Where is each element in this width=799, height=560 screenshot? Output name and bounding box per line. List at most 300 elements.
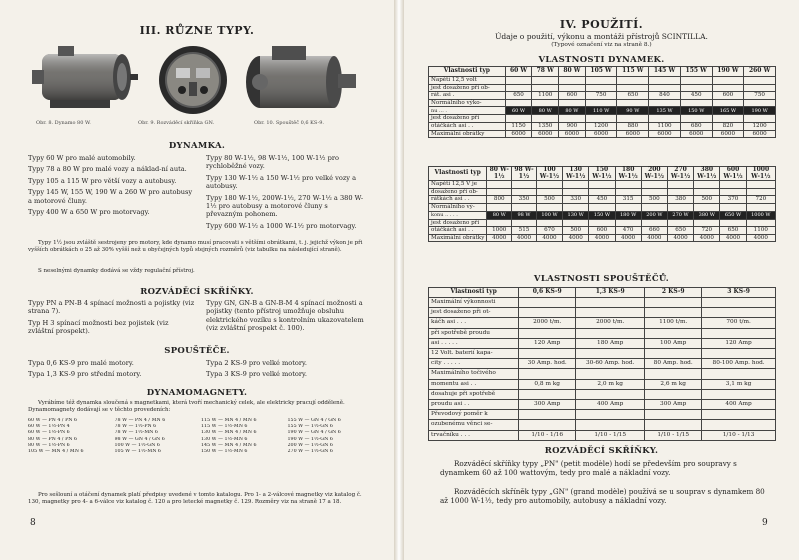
- variant-item: 105 W — MN 4 / MN 6: [28, 449, 84, 455]
- footer-note: Pro sešlouní a otáčení dynamek platí předpisy uvedené v tomto katalogu. Pro 1- a 2-válcové magnetky viz katalog č. 130, magnetky pro 4- a 6-válce viz katalog č. 120 a pro letecké magnetky č. 129. Rozměry viz na straně 17 a 18.: [28, 492, 362, 505]
- dynamomagnety-heading: DYNAMOMAGNETY.: [146, 388, 248, 398]
- header-cell-property: Vlastnosti typ: [429, 288, 519, 298]
- table-cell: 1/10 - 1/16: [519, 430, 576, 440]
- table-cell: [712, 77, 744, 85]
- table-cell: [617, 77, 649, 85]
- table-cell: 450: [680, 92, 712, 100]
- header-cell-type: 78 W: [532, 67, 559, 77]
- table-cell: 1100: [746, 227, 775, 235]
- page-number-right: 9: [762, 518, 768, 528]
- table-cell: 450: [589, 196, 615, 204]
- header-cell-type: 1000 W-1½: [746, 167, 775, 181]
- table-cell: 1/10 - 1/15: [645, 430, 702, 440]
- dynamo-table-high-speed: [428, 166, 776, 242]
- header-cell-type: 260 W: [744, 67, 776, 77]
- row-label: dosaženo při ob-: [429, 188, 487, 196]
- skrinky-list-right: [206, 299, 368, 333]
- table-cell: [694, 181, 720, 189]
- table-cell: [576, 298, 645, 308]
- row-label: Převodový poměr k: [429, 410, 519, 420]
- header-cell-type: 190 W: [712, 67, 744, 77]
- table-cell: [720, 181, 746, 189]
- variant-item: 190 W — 1½-GN 6: [287, 436, 333, 442]
- table-cell: 6000: [559, 130, 586, 138]
- table-row: [429, 234, 776, 242]
- table-cell: [680, 115, 712, 123]
- header-cell-type: 600 W-1½: [720, 167, 746, 181]
- table-cell: [744, 84, 776, 92]
- table-row: [429, 430, 776, 440]
- table-cell: [615, 219, 641, 227]
- table-cell: 4000: [615, 234, 641, 242]
- variant-item: 200 W — 1½-GN 6: [287, 442, 333, 448]
- table-cell: [563, 219, 589, 227]
- table-cell: [645, 369, 702, 379]
- row-label: Maximální obrátky: [429, 130, 506, 138]
- table-cell: 6000: [680, 130, 712, 138]
- header-cell-property: Vlastnosti typ: [429, 167, 487, 181]
- table-header-row: [429, 167, 776, 181]
- dynamka-item: Typy 600 W-1½ a 1000 W-1½ pro motorvagy.: [206, 221, 357, 230]
- table-cell: [712, 84, 744, 92]
- table-cell: 130 W: [563, 211, 589, 219]
- table-cell: 180 W: [615, 211, 641, 219]
- table-cell: 300 Amp: [645, 400, 702, 410]
- table-cell: 3,1 m kg: [702, 379, 776, 389]
- table-cell: [702, 328, 776, 338]
- dynamka-list-right: [206, 154, 366, 230]
- table-cell: [720, 188, 746, 196]
- table-cell: [615, 181, 641, 189]
- table-cell: [702, 410, 776, 420]
- table-cell: [559, 77, 586, 85]
- table-cell: [563, 203, 589, 211]
- table-cell: 600: [712, 92, 744, 100]
- header-cell-type: 270 W-1½: [667, 167, 693, 181]
- table-cell: 470: [615, 227, 641, 235]
- variant-item: 80 W — PN 4 / PN 6: [28, 436, 78, 442]
- table-cell: 6000: [712, 130, 744, 138]
- variant-item: 100 W — 1½-GN 6: [114, 442, 160, 448]
- row-label: Napětí 12,5 volt: [429, 77, 506, 85]
- variant-item: 130 W — 1½-MN 6: [201, 436, 248, 442]
- table-cell: 750: [744, 92, 776, 100]
- table-cell: 165 W: [712, 107, 744, 115]
- table-cell: [667, 181, 693, 189]
- table-cell: [645, 349, 702, 359]
- header-cell-property: Vlastnosti typ: [429, 67, 506, 77]
- table-cell: 720: [694, 227, 720, 235]
- header-cell-type: 0,6 KS-9: [519, 288, 576, 298]
- table-cell: [519, 328, 576, 338]
- table-cell: 270 W: [667, 211, 693, 219]
- dynamka-item: Typy 80 W-1½, 98 W-1½, 100 W-1½ pro rychloběžné vozy.: [206, 154, 339, 171]
- table-cell: [702, 308, 776, 318]
- table-cell: [694, 219, 720, 227]
- dynamka-item: Typy 130 W-1½ a 150 W-1½ pro velké vozy a autobusy.: [206, 173, 357, 191]
- table-cell: [615, 203, 641, 211]
- table-cell: 80 W: [487, 211, 512, 219]
- table-cell: [744, 99, 776, 107]
- row-label: Normálního vý-: [429, 203, 487, 211]
- usage-subtitle-note: (Typové označení viz na straně 8.): [551, 42, 652, 48]
- variant-item: 78 W — PN 4 / MN 6: [114, 418, 166, 423]
- variant-item: 270 W — 1½-GN 6: [287, 449, 333, 455]
- table-cell: 660: [641, 227, 667, 235]
- dynamomagnety-intro: Vyrábíme též dynamka sloučená s magnetkami, která tvoří mechanický celek, ale elektricky pracují odděleně. Dynamomagnety dodávají se v těchto provedeních:: [28, 400, 345, 413]
- table-cell: [585, 77, 617, 85]
- table-cell: 880: [617, 122, 649, 130]
- table-cell: [746, 181, 775, 189]
- table-cell: [680, 99, 712, 107]
- header-cell-type: 105 W: [585, 67, 617, 77]
- table-cell: [487, 219, 512, 227]
- table-cell: [563, 181, 589, 189]
- variant-item: 105 W — 1½-MN 6: [114, 449, 161, 455]
- variant-item: 80 W — 1½-PN 6: [28, 442, 70, 448]
- table-cell: [702, 298, 776, 308]
- table-cell: [744, 115, 776, 123]
- row-label: city . . . . .: [429, 359, 519, 369]
- table-row: [429, 115, 776, 123]
- skrinky-item: Typ H 3 spínací možnosti bez pojistek (viz zvláštní prospekt).: [28, 318, 169, 336]
- dynamka-list-left: [28, 154, 198, 216]
- table-cell: [536, 203, 562, 211]
- variant-item: 115 W — MN 4 / MN 6: [201, 418, 257, 423]
- table-cell: 800: [487, 196, 512, 204]
- table-cell: 750: [585, 92, 617, 100]
- table-cell: 650: [505, 92, 532, 100]
- table-cell: [519, 349, 576, 359]
- table-cell: 600: [559, 92, 586, 100]
- row-label: jest dosaženo při: [429, 115, 506, 123]
- table-cell: 1350: [532, 122, 559, 130]
- table-cell: [712, 99, 744, 107]
- table-cell: [589, 203, 615, 211]
- row-label: momentu asi . .: [429, 379, 519, 389]
- table-cell: 680: [680, 122, 712, 130]
- header-cell-type: 155 W: [680, 67, 712, 77]
- row-label: dosahuje při spotřebě: [429, 389, 519, 399]
- usage-subtitle: Údaje o použití, výkonu a montáži přístrojů SCINTILLA.: [495, 32, 708, 41]
- section-title-usage: IV. POUŽITÍ.: [559, 18, 644, 31]
- table-cell: [532, 84, 559, 92]
- row-label: ozubenému věnci se-: [429, 420, 519, 430]
- table-cell: [617, 99, 649, 107]
- variant-item: 60 W — 1½-PN 6: [28, 430, 70, 436]
- row-label: káčh asi . . .: [429, 318, 519, 328]
- table-cell: 110 W: [585, 107, 617, 115]
- table-cell: 120 Amp: [702, 338, 776, 348]
- table-cell: 6000: [532, 130, 559, 138]
- skrinky-item: Typy GN, GN-B a GN-B-M 4 spínací možnosti a pojistky (tento přístroj umožňuje obsluhu elektrického vozíku s kontrolním ukazovatelem (viz zvláštní prospekt č. 100).: [206, 299, 364, 333]
- dynamo-table-standard: [428, 66, 776, 138]
- table-cell: 1/10 - 1/13: [702, 430, 776, 440]
- table-cell: 4000: [512, 234, 537, 242]
- table-cell: 100 Amp: [645, 338, 702, 348]
- spoustece-item: Typa 0,6 KS-9 pro malé motory.: [28, 359, 134, 367]
- dynamo-photo: [28, 44, 140, 116]
- table-cell: [512, 181, 537, 189]
- table-header-row: [429, 288, 776, 298]
- table-cell: [519, 420, 576, 430]
- row-label: Maximálního točivého: [429, 369, 519, 379]
- table-cell: [589, 181, 615, 189]
- table-cell: 515: [512, 227, 537, 235]
- table-cell: 98 W: [512, 211, 537, 219]
- table-row: [429, 122, 776, 130]
- row-label: otáčkách asi . .: [429, 227, 487, 235]
- table-cell: [667, 203, 693, 211]
- table-row: [429, 196, 776, 204]
- table-row: [429, 298, 776, 308]
- header-cell-type: 80 W-1½: [487, 167, 512, 181]
- table-cell: [712, 115, 744, 123]
- table-cell: [680, 77, 712, 85]
- table-cell: [702, 389, 776, 399]
- table-cell: 650: [667, 227, 693, 235]
- spoustece-item: Typa 2 KS-9 pro velké motory.: [206, 359, 307, 367]
- header-cell-type: 100 W-1½: [536, 167, 562, 181]
- table-cell: [559, 84, 586, 92]
- table-row: [429, 379, 776, 389]
- dynamka-item: Typy 400 W a 650 W pro motorvagy.: [28, 208, 150, 217]
- header-cell-type: 1,3 KS-9: [576, 288, 645, 298]
- table-cell: 500: [641, 196, 667, 204]
- table-cell: 180 Amp: [576, 338, 645, 348]
- boxes-text-pn: Rozváděcí skříňky typy „PN" (petit modèle) hodí se především pro soupravy s dynamkem 60 až 100 wattovým, tedy pro malé a nákladní vozy.: [440, 459, 737, 478]
- table-cell: 400 Amp: [576, 400, 645, 410]
- table-header-row: [429, 67, 776, 77]
- table-cell: 6000: [505, 130, 532, 138]
- table-cell: 650: [617, 92, 649, 100]
- table-cell: 30 Amp. hod.: [519, 359, 576, 369]
- table-cell: [559, 115, 586, 123]
- table-cell: [487, 181, 512, 189]
- table-cell: 720: [746, 196, 775, 204]
- table-cell: 190 W: [744, 107, 776, 115]
- table-cell: [519, 369, 576, 379]
- row-label: jest dosaženo při: [429, 219, 487, 227]
- table-cell: 1100: [532, 92, 559, 100]
- table-cell: [649, 84, 681, 92]
- row-label: asi . . . . .: [429, 338, 519, 348]
- header-cell-type: 200 W-1½: [641, 167, 667, 181]
- dynamka-item: Typy 105 a 115 W pro větší vozy a autobusy.: [28, 176, 177, 185]
- table-cell: 350: [512, 196, 537, 204]
- table-cell: [746, 188, 775, 196]
- row-label: při spotřebě proudu: [429, 328, 519, 338]
- row-label: jest dosaženo při ob-: [429, 84, 506, 92]
- distribution-box-photo: [152, 44, 234, 116]
- table-cell: 150 W: [680, 107, 712, 115]
- header-cell-type: 80 W: [559, 67, 586, 77]
- figure-10-caption: Obr. 10. Spouštěč 0,6 KS-9.: [254, 120, 324, 126]
- table-row: [429, 410, 776, 420]
- variant-item: 150 W — 1½-MN 6: [201, 449, 248, 455]
- page-9: [404, 0, 799, 560]
- table-cell: [536, 188, 562, 196]
- table-cell: [532, 77, 559, 85]
- header-cell-type: 60 W: [505, 67, 532, 77]
- table-row: [429, 308, 776, 318]
- table-cell: 30-60 Amp. hod.: [576, 359, 645, 369]
- table-cell: 4000: [487, 234, 512, 242]
- table-cell: 500: [536, 196, 562, 204]
- table-cell: [680, 84, 712, 92]
- table-cell: [576, 308, 645, 318]
- table-cell: 135 W: [649, 107, 681, 115]
- table-cell: 380: [667, 196, 693, 204]
- table-cell: [645, 298, 702, 308]
- table-row: [429, 99, 776, 107]
- dynamka-note: Typy 1½ jsou zvláště sestrojeny pro motory, kde dynamo musí pracovati s většími obrátkami, t. j. jejichž výkon je při vyšších obrátkách o 25 až 30% vyšší než u obyčejných typů stejných rozměrů (viz tabulku na následující straně).: [28, 240, 363, 253]
- row-label: rátkách asi . .: [429, 196, 487, 204]
- table-cell: [744, 77, 776, 85]
- table-cell: 4000: [536, 234, 562, 242]
- table-cell: [576, 349, 645, 359]
- table-cell: [536, 181, 562, 189]
- table-cell: 80 W: [532, 107, 559, 115]
- table-cell: 100 W: [536, 211, 562, 219]
- table-cell: 4000: [563, 234, 589, 242]
- row-label: Maximální výkonnosti: [429, 298, 519, 308]
- table-row: [429, 328, 776, 338]
- table-cell: [589, 188, 615, 196]
- table-cell: 60 W: [505, 107, 532, 115]
- table-cell: 90 W: [617, 107, 649, 115]
- spoustece-item: Typa 3 KS-9 pro velké motory.: [206, 370, 307, 379]
- table-cell: 4000: [720, 234, 746, 242]
- dynamka-item: Typy 78 a 80 W pro malé vozy a náklad-ní auta.: [28, 165, 187, 174]
- table-cell: 150 W: [589, 211, 615, 219]
- table-cell: 6000: [649, 130, 681, 138]
- table-cell: 4000: [641, 234, 667, 242]
- table-cell: [694, 203, 720, 211]
- table-cell: [512, 219, 537, 227]
- row-label: otáčkách asi . .: [429, 122, 506, 130]
- table-cell: 900: [559, 122, 586, 130]
- dynamka-item: Typy 60 W pro malé automobily.: [28, 154, 136, 162]
- table-cell: [585, 99, 617, 107]
- boxes-text-gn: Rozváděcích skříněk typy „GN" (grand modèle) používá se u souprav s dynamkem 80 až 1000 W-1½, tedy pro automobily, autobusy a nákladní vozy.: [440, 487, 765, 506]
- table-cell: 4000: [589, 234, 615, 242]
- table-cell: [641, 188, 667, 196]
- starter-table: [428, 287, 776, 441]
- table-cell: 6000: [585, 130, 617, 138]
- table-cell: [720, 219, 746, 227]
- boxes-heading: ROZVÁDĚCÍ SKŘÍŇKY.: [544, 446, 659, 456]
- book-gutter: [394, 0, 404, 560]
- table-row: [429, 400, 776, 410]
- table-cell: [576, 389, 645, 399]
- header-cell-type: 380 W-1½: [694, 167, 720, 181]
- dynamka-item: Typy 180 W-1½, 200W-1½, 270 W-1½ a 380 W-1½ pro autobusy a motorové čluny s převazným pohonem.: [206, 193, 364, 219]
- header-cell-type: 98 W-1½: [512, 167, 537, 181]
- skrinky-heading: ROZVÁDĚCÍ SKŘÍŇKY.: [140, 287, 254, 297]
- variant-item: 60 W — 1½-PN 4: [28, 424, 70, 430]
- table-row: [429, 188, 776, 196]
- table-cell: 670: [536, 227, 562, 235]
- row-label: Napětí 12,5 V je: [429, 181, 487, 189]
- table-cell: [702, 369, 776, 379]
- table-cell: [641, 219, 667, 227]
- dynamka-item: Typy 145 W, 155 W, 190 W a 260 W pro autobusy a motorové čluny.: [28, 188, 193, 205]
- table-cell: [487, 203, 512, 211]
- table-cell: 80 Amp. hod.: [645, 359, 702, 369]
- table-cell: 1000 W: [746, 211, 775, 219]
- row-label: Normálního výko-: [429, 99, 506, 107]
- table-cell: 1100: [649, 122, 681, 130]
- table-row: [429, 107, 776, 115]
- variant-item: 78 W — 1½-MN 6: [114, 430, 158, 436]
- table-cell: [505, 77, 532, 85]
- table-cell: 700 t/m.: [702, 318, 776, 328]
- table-row: [429, 130, 776, 138]
- table-cell: [519, 308, 576, 318]
- row-label: konu .. . . .: [429, 211, 487, 219]
- table-cell: 380 W: [694, 211, 720, 219]
- table-cell: [559, 99, 586, 107]
- variant-item: 115 W — 1½-MN 6: [201, 424, 248, 430]
- table-row: [429, 203, 776, 211]
- table-cell: 80-100 Amp. hod.: [702, 359, 776, 369]
- row-label: nu ... .: [429, 107, 506, 115]
- page-number-left: 8: [30, 518, 36, 528]
- table-cell: 330: [563, 196, 589, 204]
- table-cell: [487, 188, 512, 196]
- table-cell: 4000: [667, 234, 693, 242]
- table-cell: [505, 84, 532, 92]
- table-cell: 6000: [744, 130, 776, 138]
- dynamka-heading: DYNAMKA.: [168, 141, 226, 151]
- table-cell: [746, 219, 775, 227]
- table-cell: 820: [712, 122, 744, 130]
- table-cell: [576, 420, 645, 430]
- table-cell: 600: [589, 227, 615, 235]
- section-title-types: III. RŮZNE TYPY.: [139, 24, 255, 37]
- table-cell: [589, 219, 615, 227]
- table-cell: 4000: [694, 234, 720, 242]
- table-cell: [702, 420, 776, 430]
- dynamka-note-regulator: S neselnými dynamky dodává se vždy regulační přístroj.: [38, 268, 195, 274]
- table-cell: [576, 328, 645, 338]
- table-cell: [505, 99, 532, 107]
- table-row: [429, 84, 776, 92]
- table-cell: [532, 99, 559, 107]
- table-cell: 2,0 m kg: [576, 379, 645, 389]
- table-cell: 0,8 m kg: [519, 379, 576, 389]
- table-cell: [645, 328, 702, 338]
- table-row: [429, 227, 776, 235]
- table-cell: [649, 115, 681, 123]
- table-cell: 840: [649, 92, 681, 100]
- header-cell-type: 150 W-1½: [589, 167, 615, 181]
- table-cell: [641, 203, 667, 211]
- header-cell-type: 130 W-1½: [563, 167, 589, 181]
- header-cell-type: 3 KS-9: [702, 288, 776, 298]
- table-cell: [519, 298, 576, 308]
- table-row: [429, 92, 776, 100]
- table-cell: [649, 99, 681, 107]
- spoustece-list-right: [206, 359, 368, 379]
- table-cell: 2000 t/m.: [576, 318, 645, 328]
- table-cell: [649, 77, 681, 85]
- header-cell-type: 180 W-1½: [615, 167, 641, 181]
- spoustece-item: Typa 1,3 KS-9 pro střední motory.: [28, 370, 142, 379]
- table-cell: 1000: [487, 227, 512, 235]
- dynamomagnety-variants: [28, 418, 368, 455]
